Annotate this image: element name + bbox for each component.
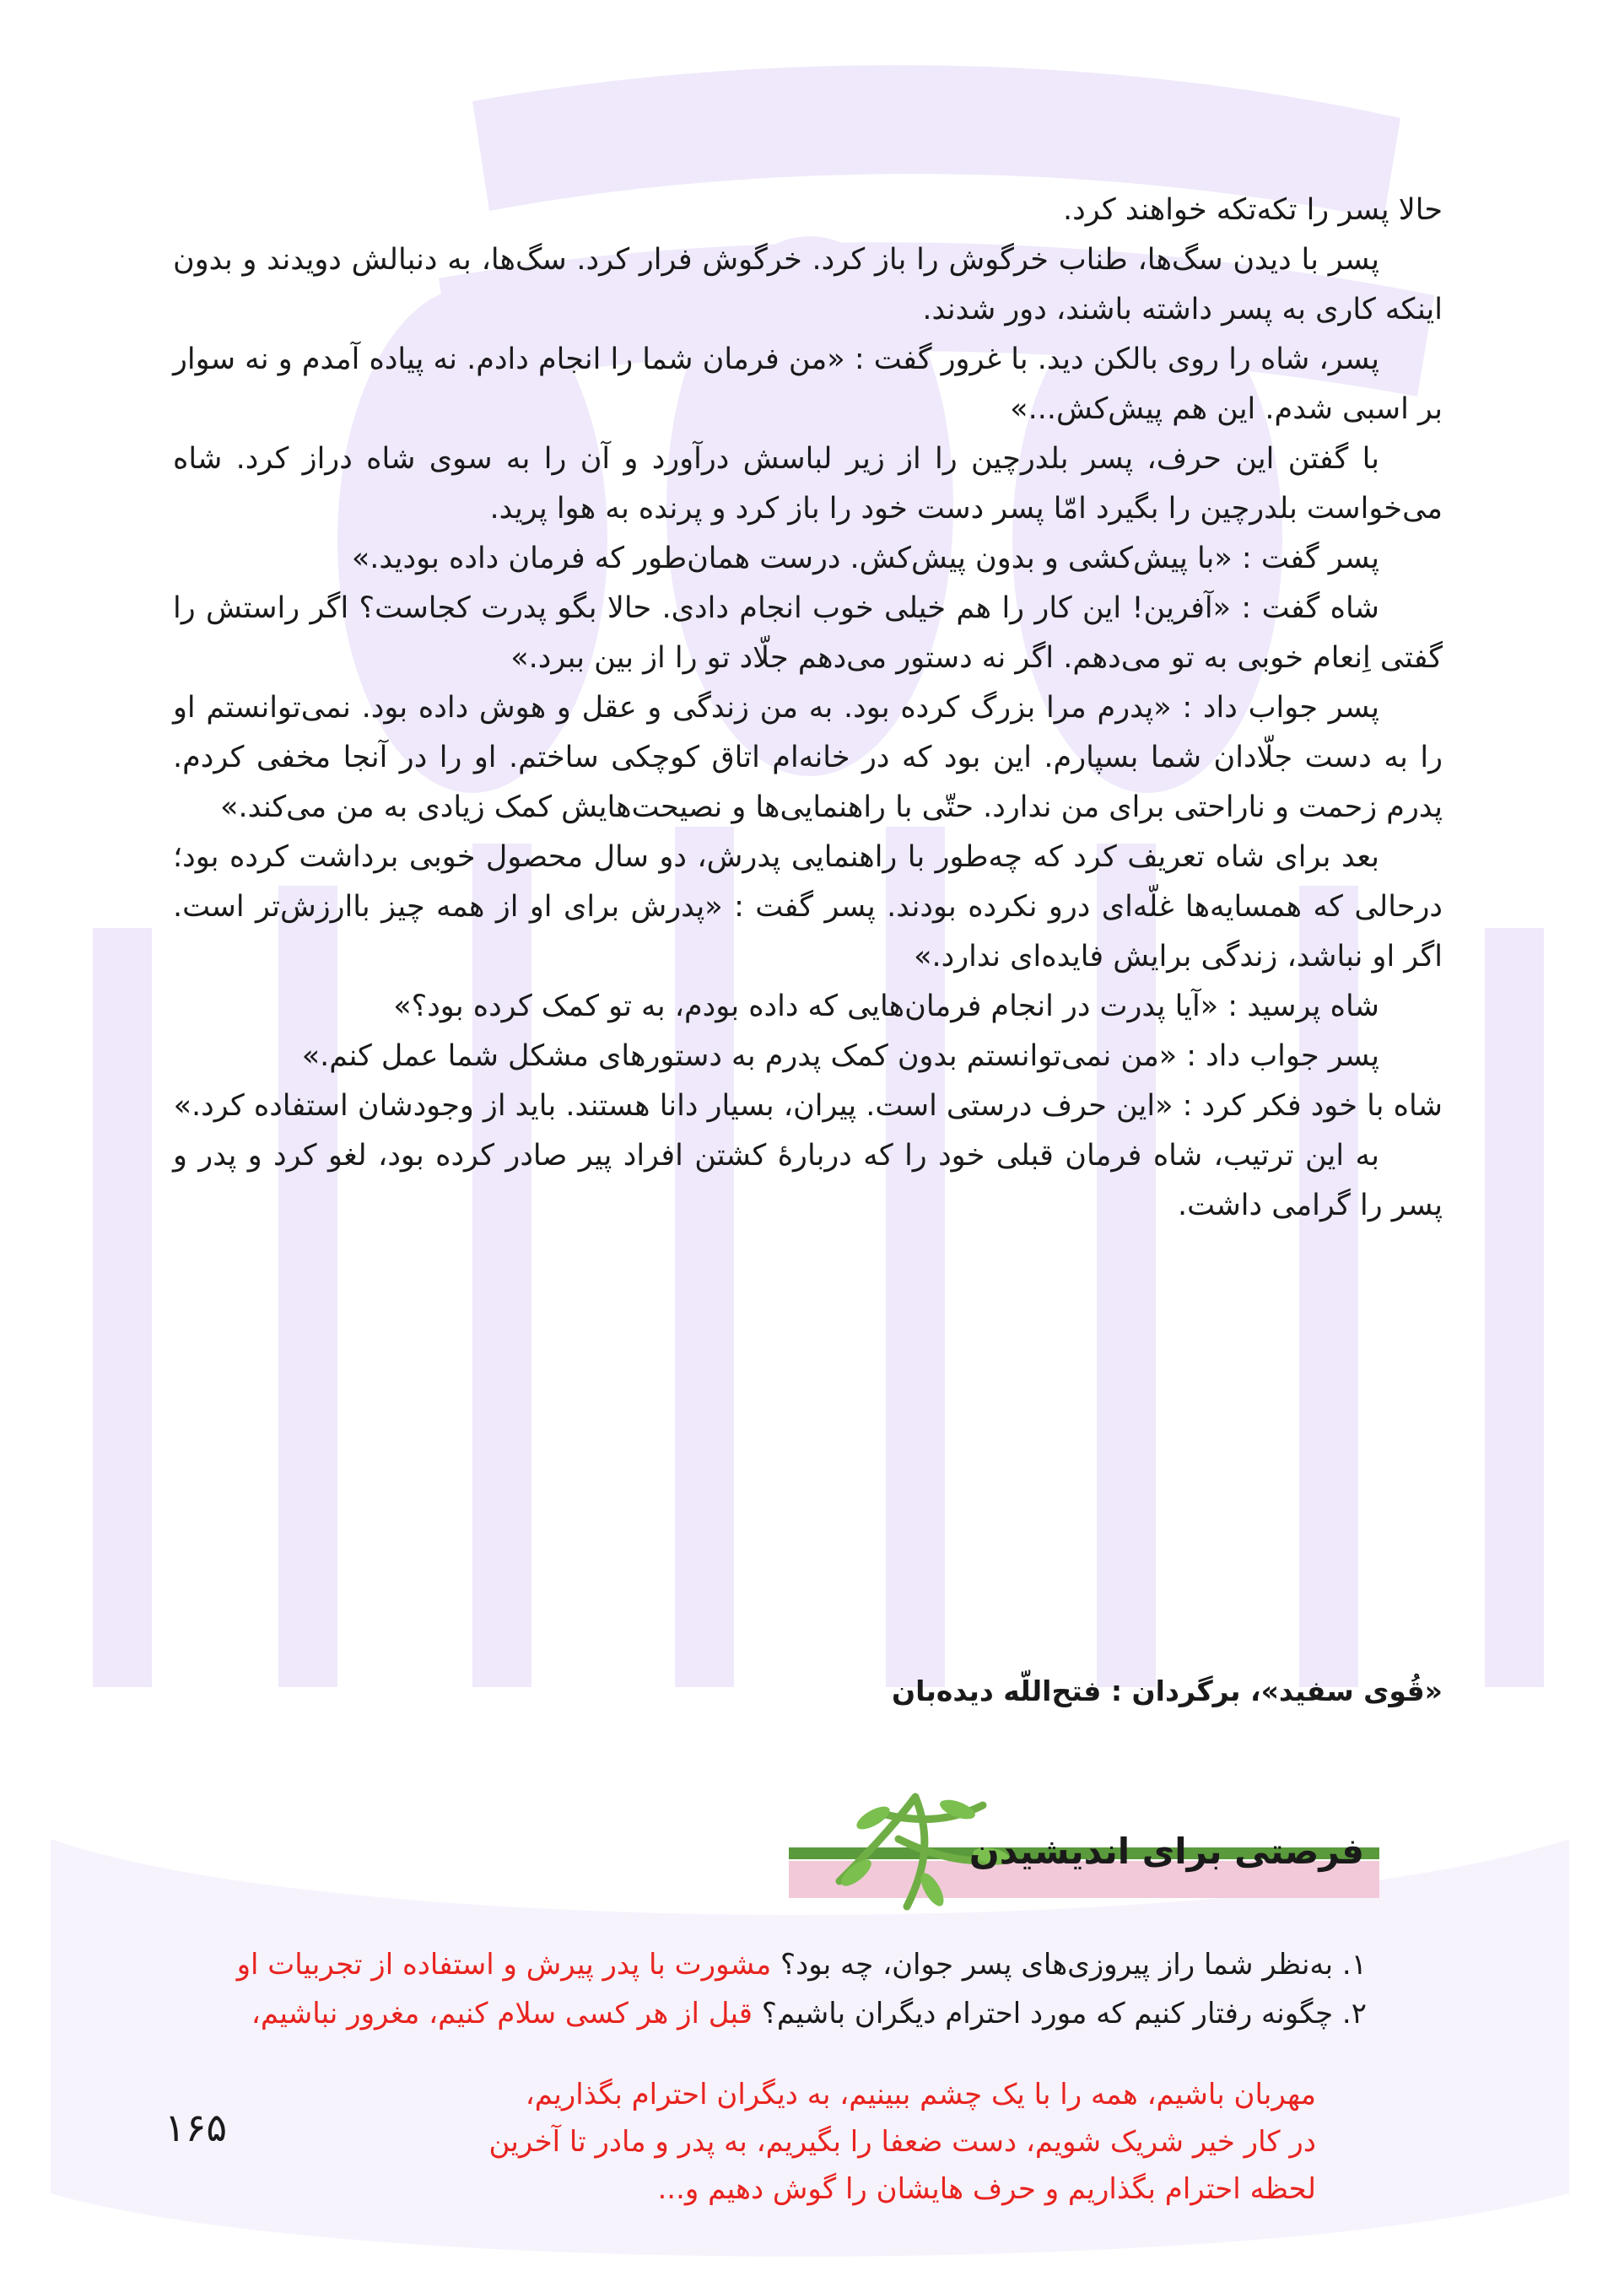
answer-text: قبل از هر کسی سلام کنیم، مغرور نباشیم، bbox=[251, 1997, 753, 2030]
question-text: به‌نظر شما راز پیروزی‌های پسر جوان، چه بود؟ bbox=[780, 1948, 1334, 1982]
section-header bbox=[789, 1780, 1379, 1923]
paragraph-10: پسر جواب داد : «من نمی‌توانستم بدون کمک پدرم به دستورهای مشکل شما عمل کنم.» bbox=[301, 1039, 1379, 1073]
answer-line: مهربان باشیم، همه را با یک چشم ببینیم، به دیگران احترام بگذاریم، bbox=[525, 2078, 1316, 2111]
answer-text: مشورت با پدر پیرش و استفاده از تجربیات او bbox=[236, 1948, 772, 1982]
paragraph-2: پسر با دیدن سگ‌ها، طناب خرگوش را باز کرد. خرگوش فرار کرد. سگ‌ها، به دنبالش دویدند و بدون اینکه کاری به پسر داشته باشند، دور شدند. bbox=[173, 243, 1443, 326]
answer-continuation bbox=[304, 2071, 1316, 2213]
question-number: ۱. bbox=[1341, 1948, 1367, 1982]
paragraph-4: با گفتن این حرف، پسر بلدرچین را از زیر لباسش درآورد و آن را به سوی شاه دراز کرد. شاه می‌خواست بلدرچین را بگیرد امّا پسر دست خود را باز کرد و پرنده به هوا پرید. bbox=[173, 442, 1443, 526]
question-1 bbox=[59, 1940, 1367, 1989]
source-citation: «قُوی سفید»، برگردان : فتح‌اللّه دیده‌بان bbox=[891, 1675, 1443, 1707]
answer-line: در کار خیر شریک شویم، دست ضعفا را بگیریم، به پدر و مادر تا آخرین bbox=[488, 2125, 1316, 2159]
answer-line: لحظه احترام بگذاریم و حرف هایشان را گوش دهیم و... bbox=[657, 2172, 1316, 2206]
section-title: فرصتی برای اندیشیدن bbox=[968, 1831, 1364, 1872]
paragraph-5: پسر گفت : «با پیش‌کشی و بدون پیش‌کش. درست همان‌طور که فرمان داده بودید.» bbox=[351, 542, 1379, 575]
paragraph-9: شاه پرسید : «آیا پدرت در انجام فرمان‌هایی که داده بودم، به تو کمک کرده بود؟» bbox=[393, 990, 1379, 1023]
question-2 bbox=[59, 1989, 1367, 2038]
story-text bbox=[173, 186, 1443, 1231]
paragraph-8: بعد برای شاه تعریف کرد که چه‌طور با راهنمایی پدرش، دو سال محصول خوبی برداشت کرده بود؛ درحالی که همسایه‌ها غلّه‌ای درو نکرده بودند. پسر گفت : «پدرش برای او از همه چیز باارزش‌تر است. اگر او نباشد، زندگی برایش فایده‌ای ندارد.» bbox=[173, 840, 1443, 973]
paragraph-1: حالا پسر را تکه‌تکه خواهند کرد. bbox=[1063, 193, 1443, 227]
paragraph-6: شاه گفت : «آفرین! این کار را هم خیلی خوب انجام دادی. حالا بگو پدرت کجاست؟ اگر راستش را گفتی اِنعام خوبی به تو می‌دهم. اگر نه دستور می‌دهم جلّاد تو را از بین ببرد.» bbox=[173, 591, 1443, 675]
paragraph-7: پسر جواب داد : «پدرم مرا بزرگ کرده بود. به من زندگی و عقل و هوش داده بود. نمی‌توانستم او را به دست جلّادان شما بسپارم. این بود که در خانه‌ام اتاق کوچکی ساختم. او را در آنجا مخفی کردم. پدرم زحمت و ناراحتی برای من ندارد. حتّی با راهنمایی‌ها و نصیحت‌هایش کمک زیادی به من می‌کند.» bbox=[173, 691, 1443, 824]
question-number: ۲. bbox=[1341, 1997, 1367, 2030]
question-list bbox=[59, 1940, 1367, 2038]
paragraph-11: شاه با خود فکر کرد : «این حرف درستی است. پیران، بسیار دانا هستند. باید از وجودشان استفاده کرد.» bbox=[173, 1089, 1443, 1123]
page-number: ۱۶۵ bbox=[165, 2105, 228, 2150]
paragraph-12: به این ترتیب، شاه فرمان قبلی خود را که دربارهٔ کشتن افراد پیر صادر کرده بود، لغو کرد و پدر و پسر را گرامی داشت. bbox=[173, 1139, 1443, 1222]
paragraph-3: پسر، شاه را روی بالکن دید. با غرور گفت : «من فرمان شما را انجام دادم. نه پیاده آمدم و نه سوار بر اسبی شدم. این هم پیش‌کش...» bbox=[173, 342, 1443, 426]
question-text: چگونه رفتار کنیم که مورد احترام دیگران باشیم؟ bbox=[761, 1997, 1334, 2030]
